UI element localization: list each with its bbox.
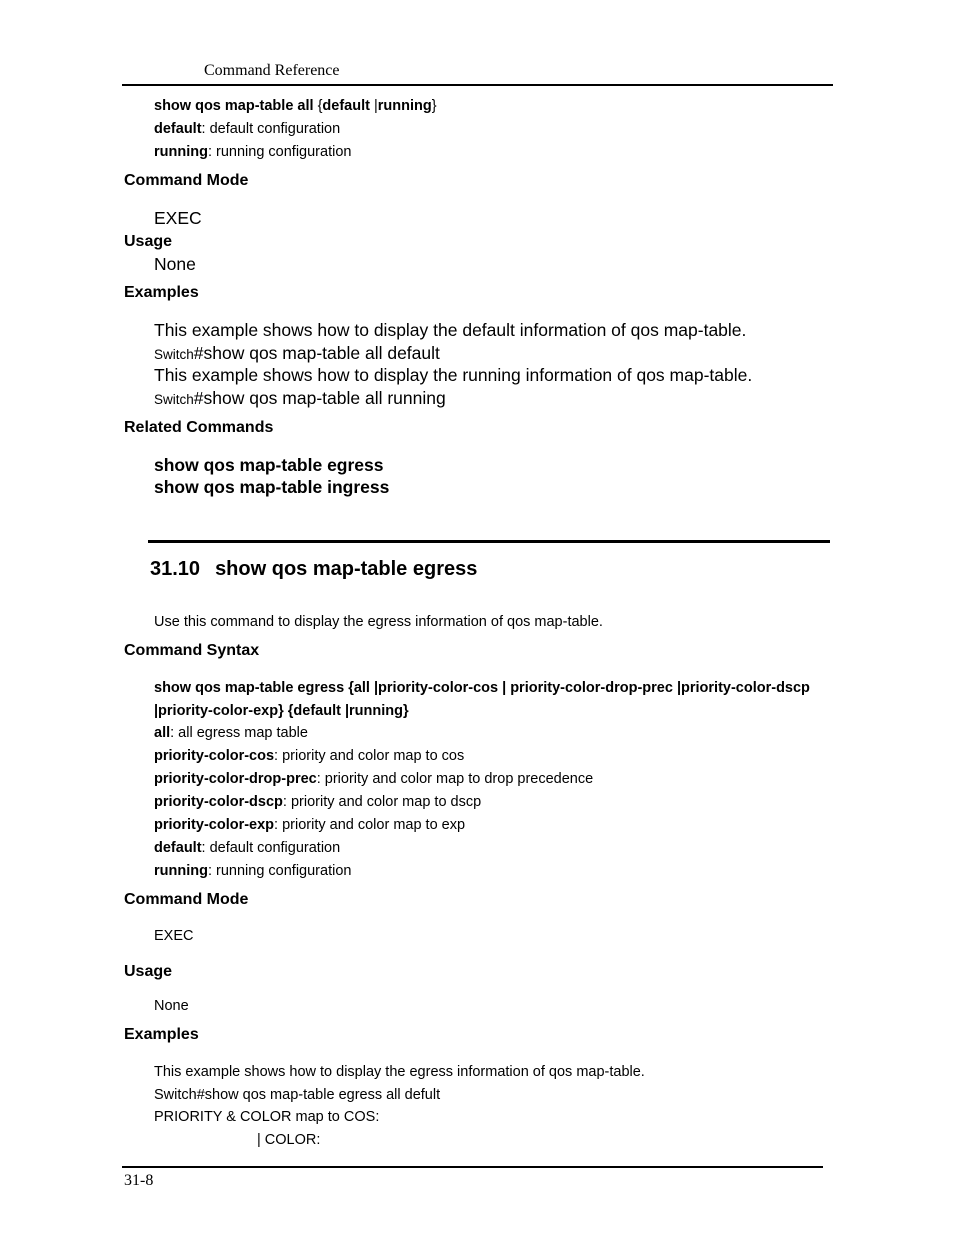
command-text: #show qos map-table all running (193, 388, 446, 408)
example-line: PRIORITY & COLOR map to COS: (154, 1109, 380, 1125)
usage-value: None (154, 254, 196, 274)
param-desc: : running configuration (207, 863, 352, 879)
param-line (154, 121, 340, 137)
heading-usage: Usage (124, 233, 173, 250)
related-command: show qos map-table egress (154, 455, 384, 475)
syntax-line: show qos map-table egress {all |priority-color-cos | priority-color-drop-prec |priority-color-dscp (154, 680, 810, 696)
param-name: default (154, 840, 202, 856)
section-heading (150, 558, 477, 581)
switch-prompt: Switch (154, 347, 194, 362)
param-name: running (154, 144, 208, 160)
page-number: 31-8 (124, 1172, 154, 1189)
param-desc: : priority and color map to dscp (282, 794, 482, 810)
example-command (154, 388, 446, 409)
heading-command-mode: Command Mode (124, 891, 249, 908)
syntax-brace-open: { (317, 98, 323, 114)
param-name: running (154, 863, 208, 879)
heading-usage: Usage (124, 963, 173, 980)
command-mode-value: EXEC (154, 928, 194, 944)
param-line (154, 144, 351, 160)
param-desc: : default configuration (201, 840, 341, 856)
param-line (154, 863, 351, 879)
command-text: #show qos map-table all default (193, 343, 440, 363)
syntax-line: |priority-color-exp} {default |running} (154, 703, 409, 719)
heading-examples: Examples (124, 284, 199, 301)
example-line: | COLOR: (257, 1132, 321, 1148)
running-header: Command Reference (204, 62, 340, 79)
param-line (154, 771, 593, 787)
syntax-line (154, 98, 437, 114)
heading-command-syntax: Command Syntax (124, 642, 260, 659)
syntax-separator: | (369, 98, 378, 114)
example-description: This example shows how to display the default information of qos map-table. (154, 320, 747, 340)
heading-related-commands: Related Commands (124, 419, 274, 436)
example-line: Switch#show qos map-table egress all defult (154, 1087, 441, 1103)
example-line: This example shows how to display the egress information of qos map-table. (154, 1064, 645, 1080)
param-name: priority-color-exp (154, 817, 275, 833)
param-desc: : priority and color map to exp (274, 817, 466, 833)
param-desc: : default configuration (201, 121, 341, 137)
param-line (154, 817, 465, 833)
section-title: show qos map-table egress (215, 558, 478, 580)
param-name: priority-color-dscp (154, 794, 283, 810)
param-name: priority-color-drop-prec (154, 771, 317, 787)
switch-prompt: Switch (154, 392, 194, 407)
param-desc: : running configuration (207, 144, 352, 160)
param-name: default (154, 121, 202, 137)
param-desc: : priority and color map to cos (274, 748, 465, 764)
param-name: priority-color-cos (154, 748, 275, 764)
param-desc: : priority and color map to drop precedence (316, 771, 594, 787)
param-line (154, 840, 340, 856)
heading-command-mode: Command Mode (124, 172, 249, 189)
param-name: all (154, 725, 171, 741)
example-command (154, 343, 440, 364)
heading-examples: Examples (124, 1026, 199, 1043)
param-desc: : all egress map table (170, 725, 308, 741)
header-rule (122, 84, 833, 86)
param-line (154, 748, 464, 764)
footer-rule (122, 1166, 823, 1168)
example-description: This example shows how to display the running information of qos map-table. (154, 365, 753, 385)
param-line (154, 794, 481, 810)
syntax-option-default: default (322, 98, 370, 114)
syntax-command: show qos map-table all (154, 98, 314, 114)
usage-value: None (154, 998, 189, 1014)
syntax-option-running: running (377, 98, 432, 114)
section-number: 31.10 (150, 558, 201, 580)
section-intro: Use this command to display the egress information of qos map-table. (154, 614, 603, 630)
related-command: show qos map-table ingress (154, 477, 390, 497)
section-rule (148, 540, 830, 543)
param-line (154, 725, 308, 741)
command-mode-value: EXEC (154, 208, 202, 228)
syntax-brace-close: } (431, 98, 437, 114)
